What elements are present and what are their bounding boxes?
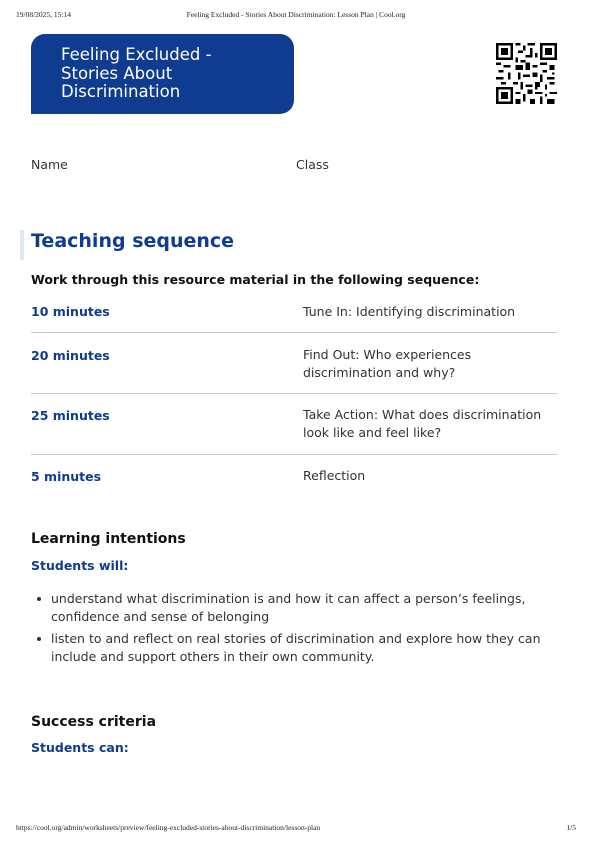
- print-doc-title: Feeling Excluded - Stories About Discrimination: Lesson Plan | Cool.org: [186, 10, 406, 19]
- banner-title-line-3: Discrimination: [61, 82, 181, 101]
- banner-title-line-2: Stories About: [61, 63, 173, 83]
- table-row: [31, 295, 557, 333]
- table-row: [31, 455, 557, 495]
- section-accent-bar: [20, 230, 24, 260]
- list-item: [31, 590, 551, 625]
- print-footer: [16, 823, 576, 835]
- title-banner: [31, 34, 294, 114]
- learning-intentions-subheading: Students will:: [31, 558, 129, 573]
- sequence-time: 20 minutes: [31, 348, 110, 363]
- teaching-sequence-heading: Teaching sequence: [31, 230, 235, 252]
- banner-title-line-1: Feeling Excluded -: [61, 45, 212, 64]
- name-label: Name: [31, 157, 68, 172]
- page-number: 1/5: [566, 823, 576, 832]
- bullet-icon: [37, 597, 41, 601]
- sequence-activity: Reflection: [303, 468, 366, 483]
- sequence-table: [31, 295, 557, 495]
- sequence-activity: Tune In: Identifying discrimination: [303, 304, 516, 319]
- print-header: [16, 10, 576, 22]
- learning-intentions-heading: Learning intentions: [31, 531, 186, 547]
- print-datetime: 19/08/2025, 15:14: [16, 10, 72, 19]
- qr-code-icon: [496, 43, 557, 104]
- success-criteria-heading: Success criteria: [31, 714, 157, 730]
- sequence-intro: Work through this resource material in the following sequence:: [31, 272, 480, 287]
- sequence-activity: Take Action: What does discrimination look like and feel like?: [303, 407, 542, 440]
- sequence-time: 5 minutes: [31, 469, 102, 484]
- success-criteria-subheading: Students can:: [31, 740, 129, 755]
- sequence-time: 10 minutes: [31, 304, 110, 319]
- table-row: [31, 333, 557, 394]
- footer-url: https://cool.org/admin/worksheets/preview/feeling-excluded-stories-about-discrimination/lesson-plan: [16, 823, 321, 832]
- learning-intentions-list: [31, 590, 551, 670]
- list-item-text: understand what discrimination is and how it can affect a person’s feelings, confidence and sense of belonging: [51, 591, 526, 624]
- sequence-activity: Find Out: Who experiences discrimination and why?: [303, 347, 472, 380]
- list-item-text: listen to and reflect on real stories of discrimination and explore how they can include and support others in their own community.: [51, 631, 541, 664]
- list-item: [31, 630, 551, 665]
- bullet-icon: [37, 637, 41, 641]
- class-label: Class: [296, 157, 329, 172]
- table-row: [31, 394, 557, 455]
- sequence-time: 25 minutes: [31, 408, 110, 423]
